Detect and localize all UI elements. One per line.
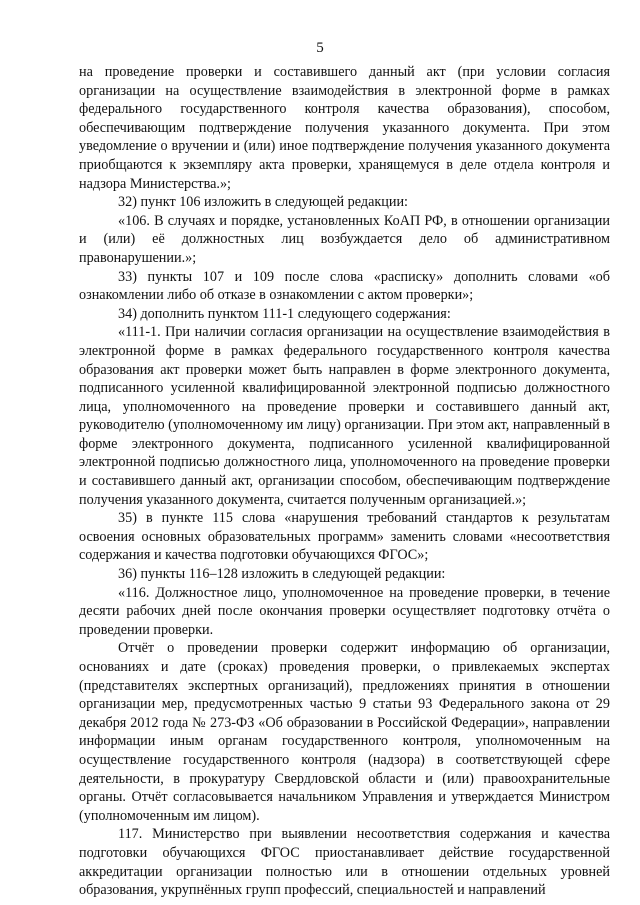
paragraph-item-34: 34) дополнить пунктом 111-1 следующего содержания: — [118, 305, 451, 322]
page-number: 5 — [316, 40, 324, 56]
document-body — [79, 63, 610, 900]
paragraph-item-36: 36) пункты 116–128 изложить в следующей редакции: — [118, 566, 446, 583]
paragraph-item-33: 33) пункты 107 и 109 после слова «расписку» дополнить словами «об ознакомлении либо об отказе в ознакомлении с актом проверки»; — [79, 268, 610, 304]
paragraph-item-35: 35) в пункте 115 слова «нарушения требований стандартов к результатам освоения основных образовательных программ» заменить словами «несоответствия содержания и качества подготовки обучающихся ФГОС»; — [79, 510, 610, 564]
paragraph-clause-117: 117. Министерство при выявлении несоответствия содержания и качества подготовки обучающихся ФГОС приостанавливает действие государственной аккредитации организации полностью или в отношении отдельных уровней образования, укрупнённых групп профессий, специальностей и направлений — [79, 826, 610, 899]
paragraph-clause-106: «106. В случаях и порядке, установленных КоАП РФ, в отношении организации и (или) её должностных лиц возбуждается дело об административном правонарушении.»; — [79, 212, 610, 266]
paragraph-clause-111-1: «111-1. При наличии согласия организации на осуществление взаимодействия в электронной форме в рамках федерального государственного контроля качества образования акт проверки может быть направлен в форме электронного документа, подписанного усиленной квалифицированной электронной подписью должностного лица, уполномоченного на проведение проверки и составившего данный акт, руководителю (уполномоченному им лицу) организации. При этом акт, направленный в форме электронного документа, подписанного усиленной квалифицированной электронной подписью должностного лица, уполномоченного на проведение проверки и составившего данный акт, организации способом, обеспечивающим подтверждение получения указанного документа, считается полученным организацией.»; — [79, 324, 610, 508]
paragraph-item-32: 32) пункт 106 изложить в следующей редакции: — [118, 194, 408, 211]
paragraph-clause-116: «116. Должностное лицо, уполномоченное на проведение проверки, в течение десяти рабочих дней после окончания проверки осуществляет подготовку отчёта о проведении проверки. — [79, 584, 610, 638]
paragraph-continuation: на проведение проверки и составившего данный акт (при условии согласия организации на осуществление взаимодействия в электронной форме в рамках федерального государственного контроля качества образования), способом, обеспечивающим подтверждение получения указанного документа. При этом уведомление о вручении и (или) иное подтверждение получения указанного документа приобщаются к экземпляру акта проверки, хранящемуся в деле отдела контроля и надзора Министерства.»; — [79, 64, 610, 192]
paragraph-report-content: Отчёт о проведении проверки содержит информацию об организации, основаниях и дате (сроках) проведения проверки, о привлекаемых экспертах (представителях экспертных организаций), предложениях принятия в отношении организации мер, предусмотренных частью 9 статьи 93 Федерального закона от 29 декабря 2012 года № 273-ФЗ «Об образовании в Российской Федерации», направлении информации иным органам государственного контроля, уполномоченным на осуществление государственного контроля (надзора) в соответствующей сфере деятельности, в прокуратуру Свердловской области и (или) правоохранительные органы. Отчёт согласовывается начальником Управления и утверждается Министром (уполномоченным им лицом). — [79, 640, 610, 824]
